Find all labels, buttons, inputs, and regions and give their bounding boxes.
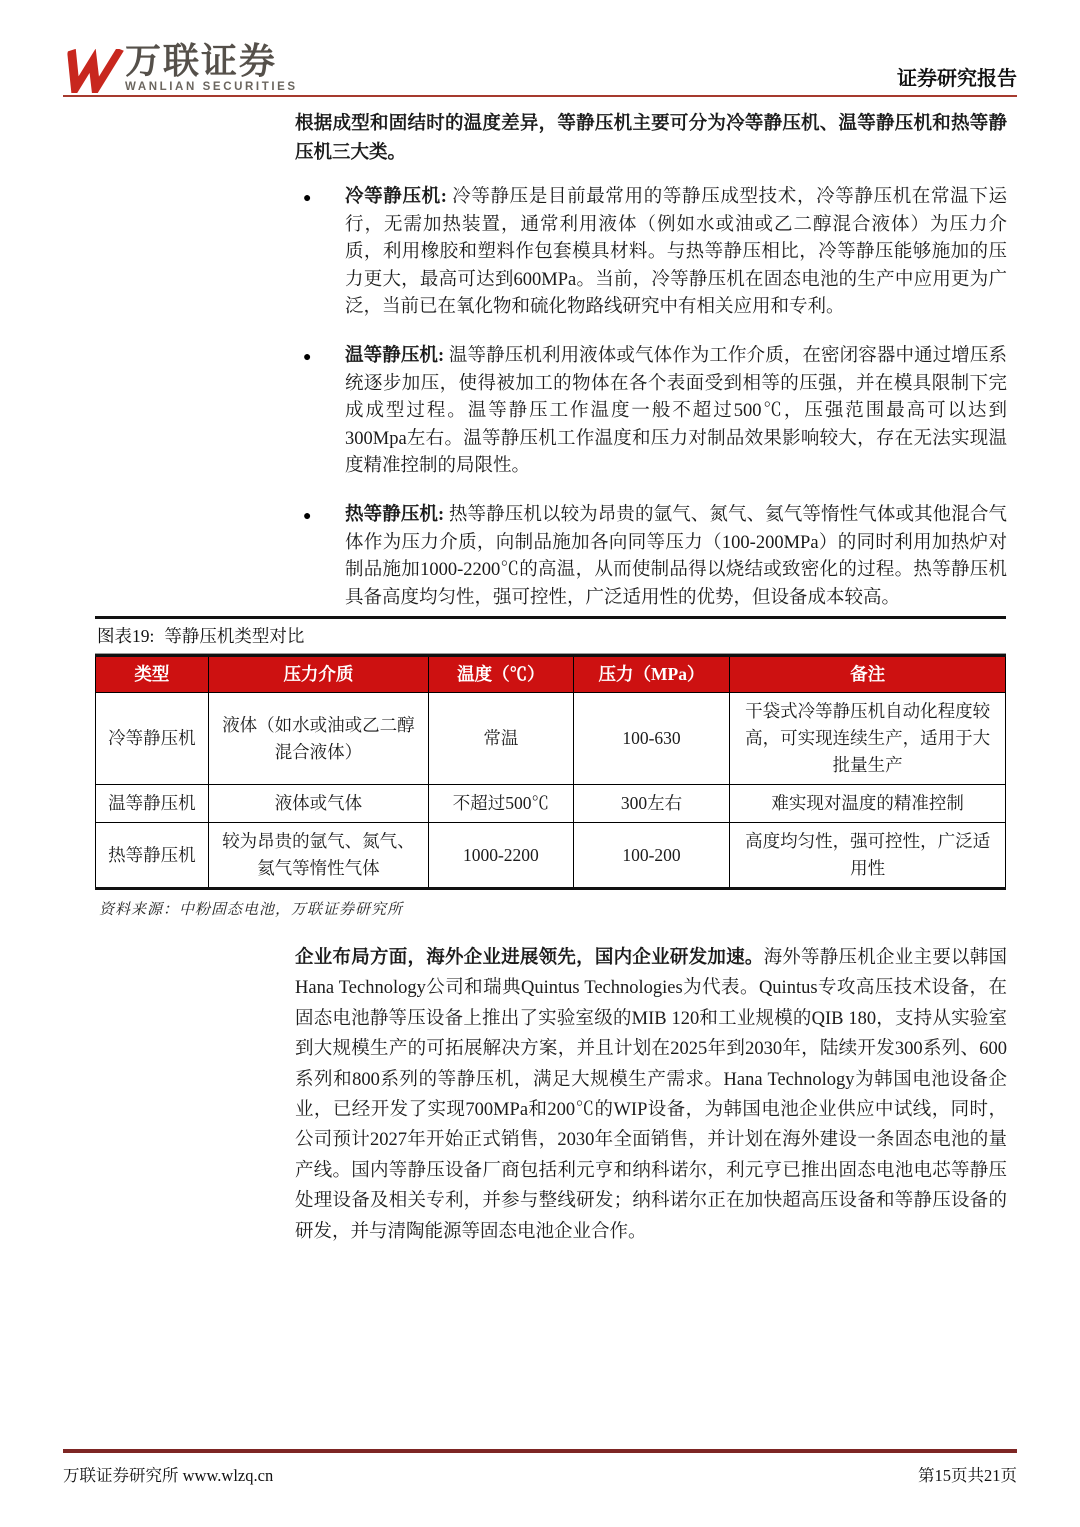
figure-title: [95, 619, 1006, 654]
table-row: [96, 693, 1006, 785]
footer-org-url: 万联证券研究所 www.wlzq.cn: [63, 1466, 274, 1485]
bullet-text: 冷等静压是目前最常用的等静压成型技术，冷等静压机在常温下运行，无需加热装置，通常利用液体（例如水或油或乙二醇混合液体）为压力介质，利用橡胶和塑料作包套模具材料。与热等静压相比，冷等静压能够施加的压力更大，最高可达到600MPa。当前，冷等静压机在固态电池的生产中应用更为广泛，当前已在氧化物和硫化物路线研究中有相关应用和专利。: [345, 187, 1007, 318]
press-type-bullet-list: [295, 184, 1007, 633]
bullet-term: 热等静压机:: [345, 504, 445, 525]
col-header-temperature: 温度（℃）: [429, 656, 574, 693]
bullet-text: 温等静压机利用液体或气体作为工作介质，在密闭容器中通过增压系统逐步加压，使得被加工的物体在各个表面受到相等的压强，并在模具限制下完成成型过程。温等静压工作温度一般不超过500℃，压强范围最高可以达到300Mpa左右。温等静压机工作温度和压力对制品效果影响较大，存在无法实现温度精准控制的局限性。: [345, 345, 1007, 477]
cell-type: 热等静压机: [96, 823, 209, 889]
paragraph-body: 海外等静压机企业主要以韩国Hana Technology公司和瑞典Quintus Technologies为代表。Quintus专攻高压技术设备，在固态电池静等压设备上推出了实验室级的MIB 120和工业规模的QIB 180，支持从实验室到大规模生产的可拓展解决方案，并且计划在2025年到2030年，陆续开发300系列、600系列和800系列的等静压机，满足大规模生产需求。Hana Technology为韩国电池设备企业，已经开发了实现700MPa和200℃的WIP设备，为韩国电池企业供应中试线，同时，公司预计2027年开始正式销售，2030年全面销售，并计划在海外建设一条固态电池的量产线。国内等静压设备厂商包括利元亨和纳科诺尔，利元亨已推出固态电池电芯等静压处理设备及相关专利，并参与整线研发；纳科诺尔正在加快超高压设备和等静压设备的研发，并与清陶能源等固态电池企业合作。: [295, 948, 1007, 1242]
cell-medium: 液体（如水或油或乙二醇混合液体）: [208, 693, 428, 785]
page-footer: [63, 1449, 1017, 1486]
bullet-hot-isostatic: [295, 502, 1007, 612]
wanlian-w-icon: [63, 49, 119, 93]
cell-type: 温等静压机: [96, 785, 209, 823]
bullet-cold-isostatic: [295, 184, 1007, 322]
figure-title-text: 等静压机类型对比: [164, 626, 305, 646]
col-header-remark: 备注: [730, 656, 1006, 693]
cell-medium: 较为昂贵的氩气、氮气、氦气等惰性气体: [208, 823, 428, 889]
cell-temperature: 常温: [429, 693, 574, 785]
bullet-icon: ●: [303, 191, 312, 206]
col-header-pressure: 压力（MPa）: [573, 656, 730, 693]
bullet-text: 热等静压机以较为昂贵的氩气、氮气、氦气等惰性气体或其他混合气体作为压力介质，向制品施加各向同等压力（100-200MPa）的同时利用加热炉对制品施加1000-2200℃的高温，从而使制品得以烧结或致密化的过程。热等静压机具备高度均匀性，强可控性，广泛适用性的优势，但设备成本较高。: [345, 504, 1007, 608]
bullet-warm-isostatic: [295, 343, 1007, 481]
bullet-icon: ●: [303, 349, 312, 365]
figure-source-note: 资料来源：中粉固态电池，万联证券研究所: [99, 902, 404, 918]
wanlian-logo-text: [125, 39, 298, 94]
table-header-row: [96, 656, 1006, 693]
cell-temperature: 1000-2200: [429, 823, 574, 889]
page-header: [63, 30, 1017, 97]
cell-remark: 高度均匀性，强可控性，广泛适用性: [730, 823, 1006, 889]
cell-pressure: 300左右: [573, 785, 730, 823]
bullet-term: 温等静压机:: [345, 345, 445, 366]
cell-temperature: 不超过500℃: [429, 785, 574, 823]
logo-name-en: WANLIAN SECURITIES: [125, 80, 298, 93]
cell-pressure: 100-200: [573, 823, 730, 889]
cell-remark: 干袋式冷等静压机自动化程度较高，可实现连续生产，适用于大批量生产: [730, 693, 1006, 785]
company-landscape-paragraph: [295, 943, 1007, 1247]
report-type-label: 证券研究报告: [897, 68, 1017, 90]
intro-paragraph: 根据成型和固结时的温度差异，等静压机主要可分为冷等静压机、温等静压机和热等静压机三大类。: [295, 114, 1007, 163]
bullet-icon: ●: [303, 508, 312, 524]
cell-pressure: 100-630: [573, 693, 730, 785]
logo-name-zh: 万联证券: [125, 39, 278, 81]
wanlian-logo: [63, 39, 298, 94]
cell-medium: 液体或气体: [208, 785, 428, 823]
figure-19: [95, 616, 1006, 919]
col-header-medium: 压力介质: [208, 656, 428, 693]
col-header-type: 类型: [96, 656, 209, 693]
table-row: [96, 823, 1006, 889]
figure-label: 图表19:: [97, 626, 155, 646]
cell-remark: 难实现对温度的精准控制: [730, 785, 1006, 823]
table-row: [96, 785, 1006, 823]
cell-type: 冷等静压机: [96, 693, 209, 785]
isostatic-press-comparison-table: [95, 654, 1006, 890]
footer-page-number: 第15页共21页: [918, 1466, 1017, 1485]
paragraph-lead: 企业布局方面，海外企业进展领先，国内企业研发加速。: [295, 948, 764, 968]
bullet-term: 冷等静压机:: [345, 187, 447, 207]
